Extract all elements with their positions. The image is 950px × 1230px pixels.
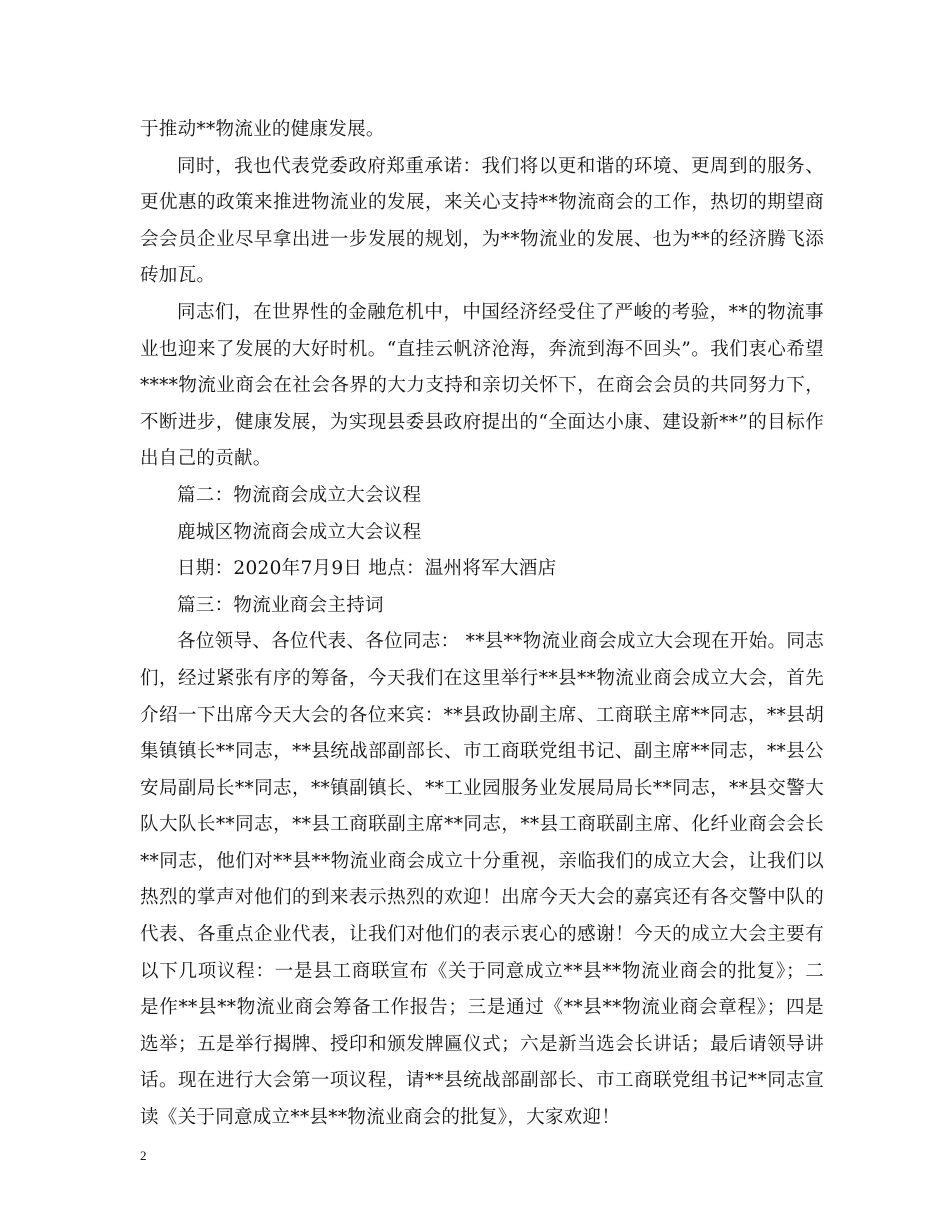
paragraph-commitment: 同时，我也代表党委政府郑重承诺：我们将以更和谐的环境、更周到的服务、更优惠的政策来推进物流业的发展，来关心支持**物流商会的工作，热切的期望商会会员企业尽早拿出进一步发展的规划，为**物流业的发展、也为**的经济腾飞添砖加瓦。 [140, 155, 824, 287]
agenda-date-location: 日期：2020年7月9日 地点：温州将军大酒店 [177, 558, 557, 580]
section-heading-part-three: 篇三：物流业商会主持词 [177, 594, 384, 616]
paragraph-host-speech: 各位领导、各位代表、各位同志： **县**物流业商会成立大会现在开始。同志们，经过紧张有序的筹备，今天我们在这里举行**县**物流业商会成立大会，首先介绍一下出席今天大会的各位来宾：**县政协副主席、工商联主席**同志，**县胡集镇镇长**同志，**县统战部副部长、市工商联党组书记、副主席**同志，**县公安局副局长**同志，**镇副镇长、**工业园服务业发展局局长**同志，**县交警大队大队长**同志，**县工商联副主席**同志，**县工商联副主席、化纤业商会会长**同志，他们对**县**物流业商会成立十分重视，亲临我们的成立大会，让我们以热烈的掌声对他们的到来表示热烈的欢迎！出席今天大会的嘉宾还有各交警中队的代表、各重点企业代表，让我们对他们的表示衷心的感谢！今天的成立大会主要有以下几项议程：一是县工商联宣布《关于同意成立**县**物流业商会的批复》；二是作**县**物流业商会筹备工作报告；三是通过《**县**物流业商会章程》；四是选举；五是举行揭牌、授印和颁发牌匾仪式；六是新当选会长讲话；最后请领导讲话。现在进行大会第一项议程，请**县统战部副部长、市工商联党组书记**同志宣读《关于同意成立**县**物流业商会的批复》，大家欢迎！ [140, 631, 824, 1129]
page-number: 2 [140, 1148, 147, 1163]
paragraph-continuation: 于推动**物流业的健康发展。 [140, 119, 385, 140]
section-heading-part-two: 篇二：物流商会成立大会议程 [177, 484, 422, 506]
paragraph-hope: 同志们，在世界性的金融危机中，中国经济经受住了严峻的考验，**的物流事业也迎来了发展的大好时机。“直挂云帆济沧海，奔流到海不回头”。我们衷心希望****物流业商会在社会各界的大力支持和亲切关怀下，在商会会员的共同努力下，不断进步，健康发展，为实现县委县政府提出的“全面达小康、建设新**”的目标作出自己的贡献。 [140, 301, 824, 470]
agenda-title: 鹿城区物流商会成立大会议程 [177, 521, 422, 543]
body-text [140, 112, 824, 1137]
